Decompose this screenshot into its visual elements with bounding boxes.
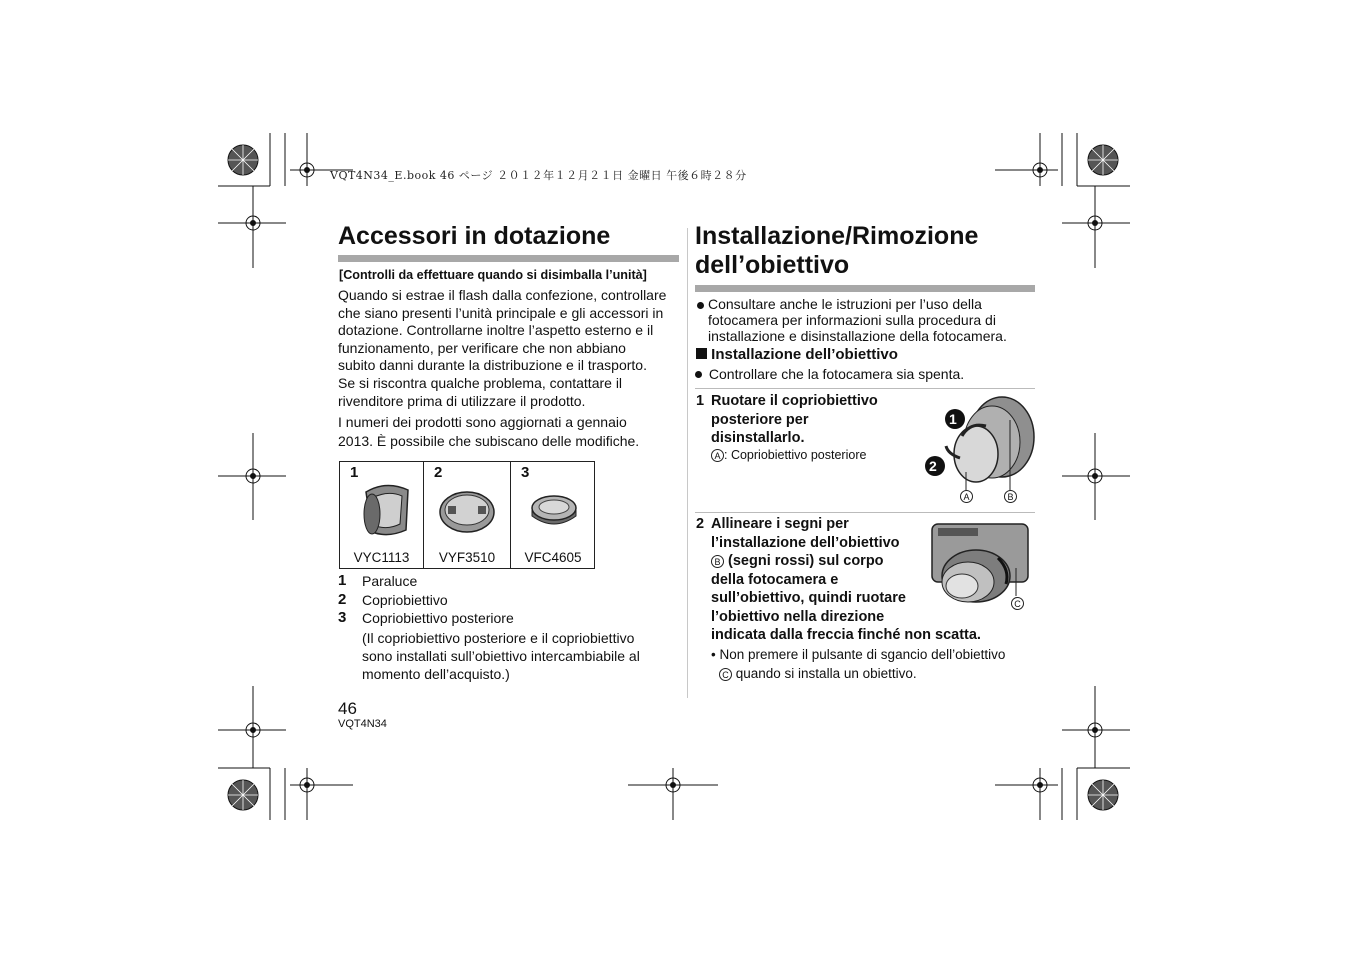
note-line: • Non premere il pulsante di sgancio dell’obiettivo — [711, 647, 1006, 662]
item-text: Paraluce — [362, 573, 418, 589]
title-rule — [338, 255, 679, 262]
right-column-header — [695, 222, 1035, 292]
step-2-note — [711, 645, 1005, 683]
figure-label-2: 2 — [929, 458, 937, 474]
callout-b-icon: B — [711, 555, 724, 568]
accessory-cell — [340, 462, 424, 568]
step-1-text — [711, 392, 921, 448]
text-fragment: quando si installa un obiettivo. — [732, 666, 917, 681]
item-number: 3 — [338, 609, 347, 626]
item-text: Copriobiettivo posteriore — [362, 610, 514, 626]
accessory-number: 1 — [350, 464, 359, 481]
text-line: 2013. È possibile che subiscano delle modifiche. — [338, 433, 640, 449]
text-line: fotocamera per informazioni sulla procedura di — [708, 312, 996, 328]
text-fragment: (segni rossi) sul corpo — [724, 553, 884, 569]
step-1-callout — [711, 448, 866, 462]
rear-cap-removal-figure — [920, 392, 1040, 507]
callout-c-icon: C — [719, 668, 732, 681]
update-paragraph — [338, 413, 683, 451]
accessory-number: 2 — [434, 464, 443, 481]
square-bullet-icon — [696, 348, 707, 359]
accessories-table — [339, 461, 595, 569]
bullet-text: Controllare che la fotocamera sia spenta. — [708, 366, 965, 382]
bullet-icon — [697, 302, 704, 309]
accessory-number: 3 — [521, 464, 530, 481]
accessory-code: VYF3510 — [438, 550, 496, 565]
step-number: 2 — [696, 516, 705, 532]
accessory-code: VFC4605 — [524, 550, 582, 565]
text-line: (Il copriobiettivo posteriore e il copriobiettivo — [362, 630, 635, 646]
figure-label-b: B — [1004, 490, 1017, 503]
lens-hood-icon — [358, 478, 414, 544]
text-line: Consultare anche le istruzioni per l’uso della — [708, 296, 982, 312]
subsection-heading — [696, 346, 898, 363]
item-number: 1 — [338, 572, 347, 589]
lens-cap-icon — [438, 488, 496, 538]
column-divider — [687, 228, 688, 698]
text-line: disinstallarlo. — [711, 430, 805, 446]
text-line: posteriore per — [711, 411, 809, 428]
power-bullet — [695, 366, 964, 382]
rear-lens-cap-icon — [529, 492, 579, 532]
doc-code: VQT4N34 — [338, 718, 387, 730]
text-line: rivenditore prima di utilizzare il prodotto. — [338, 392, 586, 409]
print-header: VQT4N34_E.book 46 ページ ２０１２年１２月２１日 金曜日 午後６時２８分 — [330, 169, 747, 182]
accessory-code: VYC1113 — [353, 550, 410, 565]
item-number: 2 — [338, 591, 347, 608]
item-text: Copriobiettivo — [362, 592, 448, 608]
text-line: sull’obiettivo, quindi ruotare — [711, 590, 906, 606]
text-line: l’installazione dell’obiettivo — [711, 534, 900, 551]
intro-paragraph — [338, 287, 683, 410]
text-line: Ruotare il copriobiettivo — [711, 393, 878, 409]
text-line: funzionamento, per verificare che non abbiano — [338, 339, 626, 356]
text-line: indicata dalla freccia finché non scatta. — [711, 627, 981, 643]
left-column — [338, 222, 679, 262]
text-line: Se si riscontra qualche problema, contattare il — [338, 374, 623, 391]
section-title: Installazione/Rimozione — [695, 222, 979, 250]
text-line: Quando si estrae il flash dalla confezione, controllare — [338, 287, 667, 303]
text-line: sono installati sull’obiettivo intercambiabile al — [362, 648, 640, 664]
figure-label-a: A — [960, 490, 973, 503]
lens-attach-figure — [928, 518, 1033, 604]
callout-a-icon: A — [711, 449, 724, 462]
note-line — [711, 664, 1005, 683]
text-line: I numeri dei prodotti sono aggiornati a gennaio — [338, 414, 627, 430]
text-line: momento dell’acquisto.) — [362, 666, 510, 682]
divider — [695, 512, 1035, 513]
text-line: subito danni durante la distribuzione e il trasporto. — [338, 357, 647, 374]
text-line: installazione e disinstallazione della fotocamera. — [708, 328, 1007, 344]
figure-label-c: C — [1011, 597, 1024, 610]
divider — [695, 388, 1035, 389]
page-title: Accessori in dotazione — [338, 222, 611, 250]
page-number: 46 — [338, 699, 357, 718]
check-heading: [Controlli da effettuare quando si disimballa l’unità] — [339, 268, 647, 282]
figure-label-1: 1 — [949, 411, 957, 427]
bullet-icon — [695, 371, 702, 378]
text-line: della fotocamera e — [711, 571, 839, 588]
text-line: dotazione. Controllarne inoltre l’aspetto esterno e il — [338, 322, 654, 339]
section-title-line2: dell’obiettivo — [695, 251, 850, 279]
text-line: l’obiettivo nella direzione — [711, 608, 885, 625]
accessory-cell — [424, 462, 511, 568]
intro-bullet — [695, 296, 1040, 344]
note-paragraph — [362, 629, 692, 683]
step-number: 1 — [696, 393, 705, 409]
accessory-cell — [511, 462, 595, 568]
callout-text: : Copriobiettivo posteriore — [724, 448, 867, 462]
title-rule — [695, 285, 1035, 292]
text-line: che siano presenti l’unità principale e gli accessori in — [338, 304, 664, 321]
text-line: Allineare i segni per — [711, 516, 849, 532]
subsection-heading-text: Installazione dell’obiettivo — [711, 346, 898, 363]
